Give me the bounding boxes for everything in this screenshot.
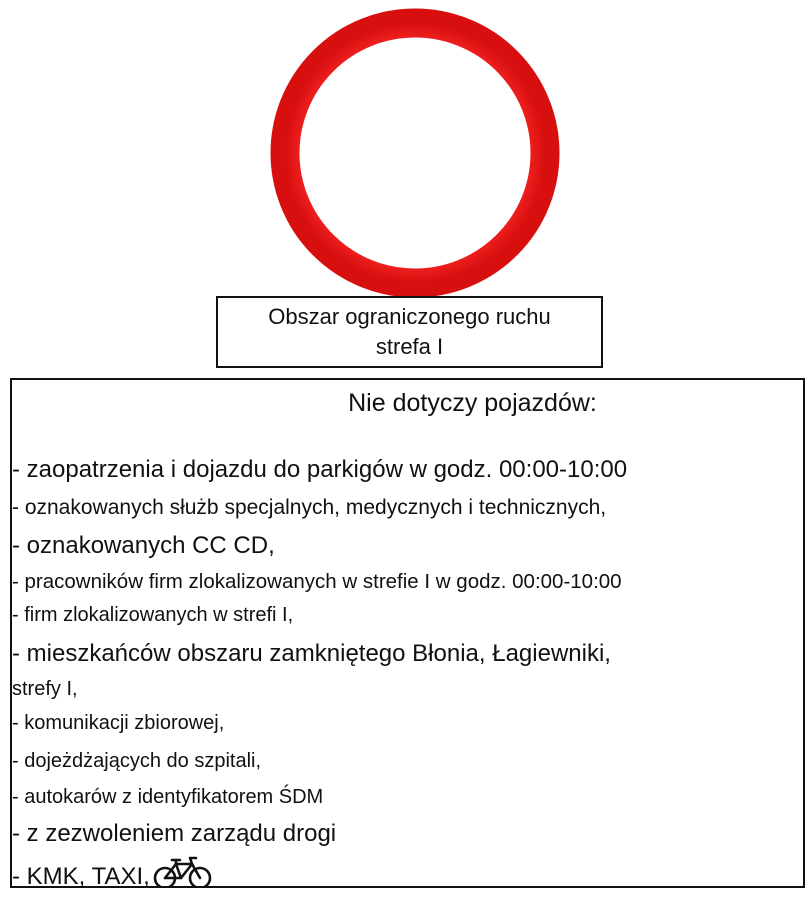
sign-white-face bbox=[300, 38, 530, 268]
exemption-item: - oznakowanych CC CD, bbox=[12, 532, 275, 559]
plate-line-2: strefa I bbox=[375, 334, 444, 359]
exemptions-panel bbox=[10, 378, 805, 888]
exemptions-heading: Nie dotyczy pojazdów: bbox=[348, 389, 597, 417]
exemption-item: - firm zlokalizowanych w strefi I, bbox=[12, 604, 294, 626]
prohibition-sign bbox=[270, 8, 560, 298]
exemption-item: - pracowników firm zlokalizowanych w strefie I w godz. 00:00-10:00 bbox=[12, 570, 622, 593]
plate-line-1: Obszar ograniczonego ruchu bbox=[268, 304, 551, 329]
exemption-item: - mieszkańców obszaru zamkniętego Błonia, Łagiewniki, bbox=[12, 640, 611, 667]
exemption-item: - zaopatrzenia i dojazdu do parkigów w godz. 00:00-10:00 bbox=[12, 456, 628, 483]
exemption-item: - autokarów z identyfikatorem ŚDM bbox=[12, 786, 324, 808]
exemption-item: - oznakowanych służb specjalnych, medycznych i technicznych, bbox=[12, 496, 607, 519]
exemption-item: - dojeżdżających do szpitali, bbox=[12, 750, 262, 772]
exemption-item-last bbox=[12, 856, 214, 888]
exemption-item: - komunikacji zbiorowej, bbox=[12, 712, 225, 734]
exemption-item: - z zezwoleniem zarządu drogi bbox=[12, 820, 337, 847]
exemption-item-text: - KMK, TAXI, bbox=[12, 863, 150, 888]
zone-plate bbox=[216, 296, 603, 368]
exemption-item-continuation: strefy I, bbox=[12, 678, 78, 700]
bicycle-icon bbox=[152, 856, 214, 888]
